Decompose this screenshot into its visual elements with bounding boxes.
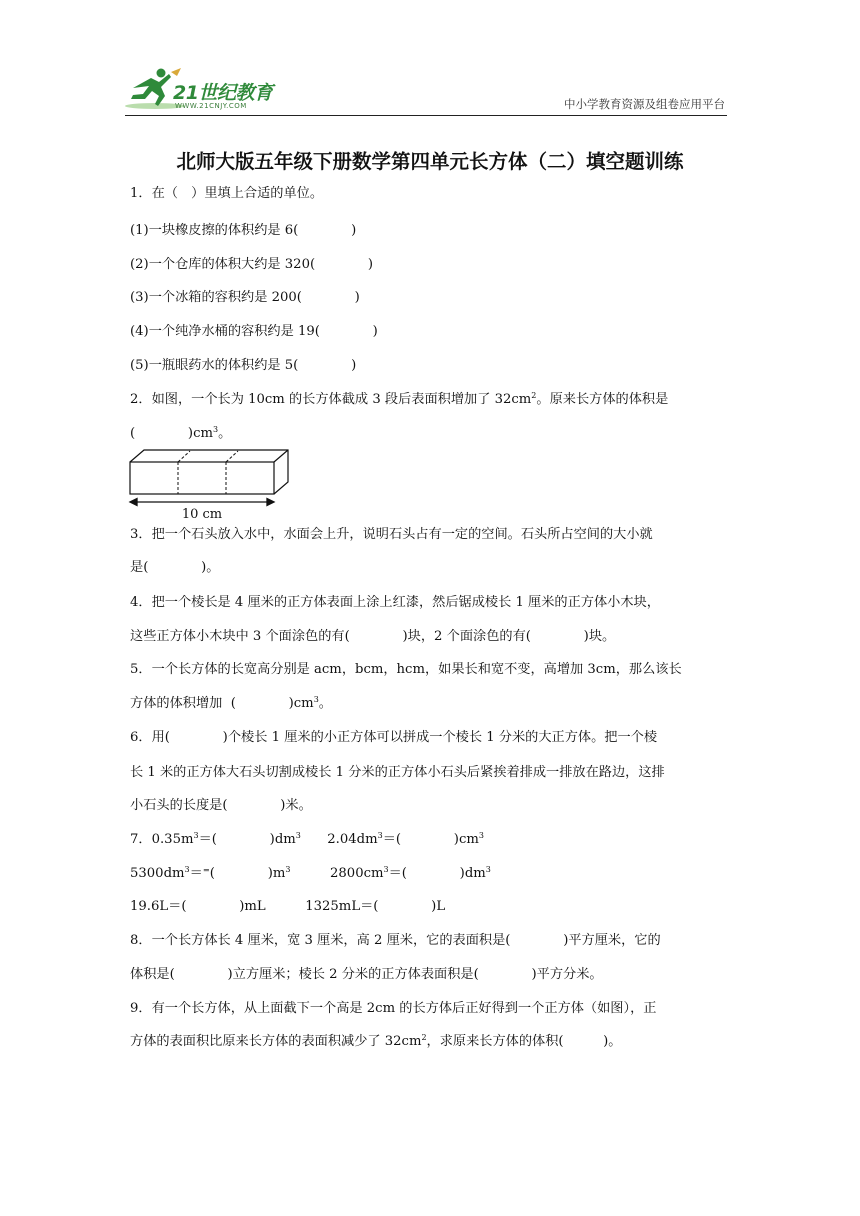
cuboid-figure (128, 446, 292, 522)
question-line: 6．用( )个棱长 1 厘米的小正方体可以拼成一个棱长 1 分米的大正方体。把一个棱 (130, 730, 658, 745)
question-line: 这些正方体小木块中 3 个面涂色的有( )块，2 个面涂色的有( )块。 (130, 629, 616, 644)
question-line: 8．一个长方体长 4 厘米，宽 3 厘米，高 2 厘米，它的表面积是( )平方厘米，它的 (130, 933, 661, 948)
question-line: (2)一个仓库的体积大约是 320( ) (130, 257, 374, 272)
question-line: (3)一个冰箱的容积约是 200( ) (130, 290, 360, 305)
page-header (125, 66, 727, 116)
cuboid-diagram (128, 446, 292, 522)
dimension-label: 10 cm (181, 507, 223, 522)
header-rule (125, 115, 727, 116)
question-line: (1)一块橡皮擦的体积约是 6( ) (130, 223, 357, 238)
question-line: 方体的表面积比原来长方体的表面积减少了 $32cm^2$，求原来长方体的体积( )。 (130, 1033, 622, 1049)
question-line: $5300dm^3=^=$( )$m^3$ $2800cm^3=$( )$dm^3$ (130, 865, 491, 881)
question-line: (4)一个纯净水桶的容积约是 19( ) (130, 324, 378, 339)
logo-subtext: WWW.21CNJY.COM (175, 102, 247, 110)
question-line: (5)一瓶眼药水的体积约是 5( ) (130, 358, 357, 373)
logo-text: 21世纪教育 (173, 82, 273, 104)
platform-tagline: 中小学教育资源及组卷应用平台 (564, 97, 725, 111)
question-line: 2．如图，一个长为 10cm 的长方体截成 3 段后表面积增加了 $32cm^2$。原来长方体的体积是 (130, 391, 669, 407)
question-line: 体积是( )立方厘米；棱长 2 分米的正方体表面积是( )平方分米。 (130, 967, 603, 982)
question-line: 方体的体积增加 ( )$cm^3$。 (130, 695, 332, 711)
question-line: 小石头的长度是( )米。 (130, 798, 312, 813)
question-line: 3．把一个石头放入水中，水面会上升，说明石头占有一定的空间。石头所占空间的大小就 (130, 527, 653, 542)
question-line: 1．在（ ）里填上合适的单位。 (130, 186, 324, 201)
brand-logo (125, 66, 295, 114)
question-line: 4．把一个棱长是 4 厘米的正方体表面上涂上红漆，然后锯成棱长 1 厘米的正方体小木块， (130, 595, 660, 610)
question-line: 19.6L＝( )mL 1325mL＝( )L (130, 899, 446, 914)
question-line: 是( )。 (130, 560, 220, 575)
question-line: 长 1 米的正方体大石头切割成棱长 1 分米的正方体小石头后紧挨着排成一排放在路边，这排 (130, 765, 665, 780)
question-line: 5．一个长方体的长宽高分别是 acm，bcm，hcm，如果长和宽不变，高增加 3cm，那么该长 (130, 662, 682, 677)
question-line: ( )$cm^3$。 (130, 425, 232, 441)
question-line: 7．$0.35m^3=$( )$dm^3$ $2.04dm^3=$( )$cm^3$ (130, 831, 484, 847)
question-line: 9．有一个长方体，从上面截下一个高是 2cm 的长方体后正好得到一个正方体（如图），正 (130, 1001, 657, 1016)
page-title: 北师大版五年级下册数学第四单元长方体（二）填空题训练 (176, 150, 684, 173)
